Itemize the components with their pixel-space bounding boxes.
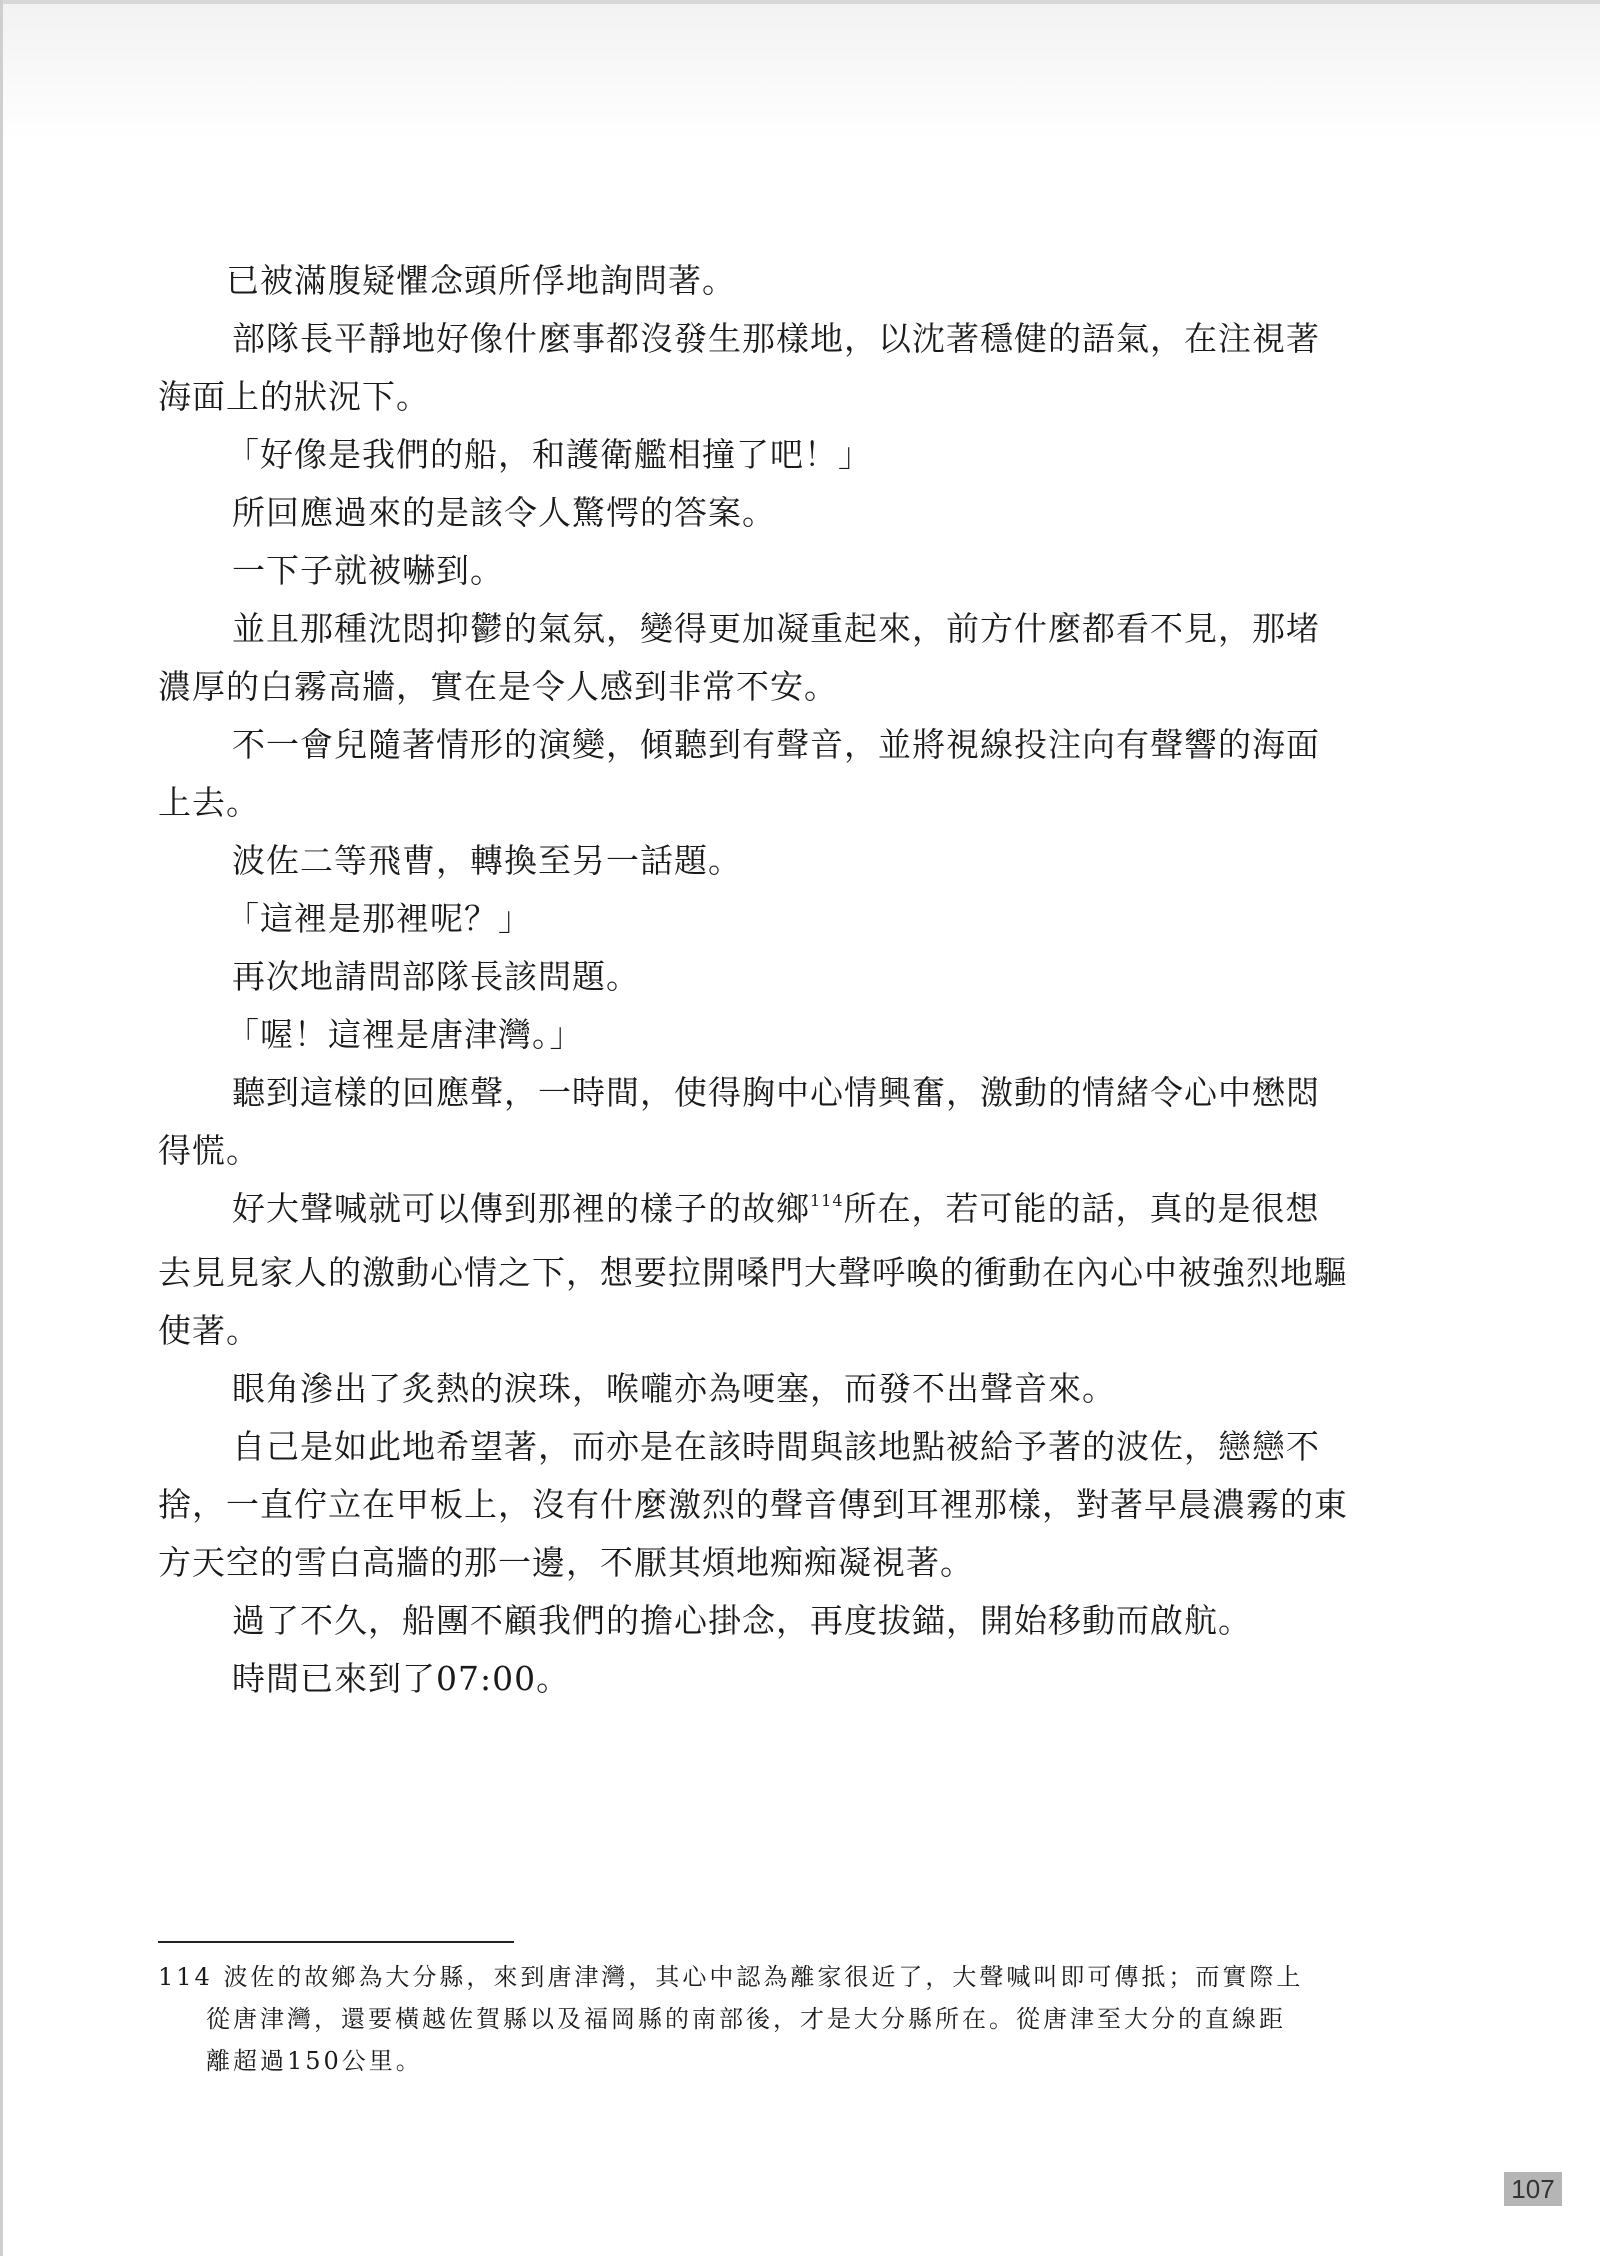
paragraph: 過了不久，船團不顧我們的擔心掛念，再度拔錨，開始移動而啟航。: [232, 1601, 1252, 1640]
footnote: [158, 1956, 1348, 2082]
paragraph: 部隊長平靜地好像什麼事都沒發生那樣地，以沈著穩健的語氣，在注視著海面上的狀況下。: [158, 319, 1320, 416]
paragraph: 並且那種沈悶抑鬱的氣氛，變得更加凝重起來，前方什麼都看不見，那堵濃厚的白霧高牆，實在是令人感到非常不安。: [158, 609, 1320, 706]
paragraph-text: 好大聲喊就可以傳到那裡的樣子的故鄉: [232, 1189, 810, 1228]
paragraph: 「這裡是那裡呢？」: [226, 899, 532, 938]
paragraph: 所回應過來的是該令人驚愕的答案。: [232, 493, 776, 532]
scan-top-edge: [0, 0, 1600, 4]
paragraph: 再次地請問部隊長該問題。: [232, 957, 640, 996]
footnote-ref[interactable]: 114: [810, 1191, 844, 1210]
paragraph: 眼角滲出了炙熱的淚珠，喉嚨亦為哽塞，而發不出聲音來。: [232, 1369, 1116, 1408]
paragraph: 聽到這樣的回應聲，一時間，使得胸中心情興奮，激動的情緒令心中懋悶得慌。: [158, 1073, 1320, 1170]
footnote-divider: [158, 1941, 514, 1943]
body-text: [158, 252, 1348, 1708]
paragraph: 不一會兒隨著情形的演變，傾聽到有聲音，並將視線投注向有聲響的海面上去。: [158, 725, 1320, 822]
paragraph: 波佐二等飛曹，轉換至另一話題。: [232, 841, 742, 880]
scan-left-edge: [0, 0, 3, 2256]
paragraph: 自己是如此地希望著，而亦是在該時間與該地點被給予著的波佐，戀戀不捨，一直佇立在甲板上，沒有什麼激烈的聲音傳到耳裡那樣，對著早晨濃霧的東方天空的雪白高牆的那一邊，不厭其煩地痴痴凝視著。: [158, 1427, 1348, 1582]
paragraph: 「喔！這裡是唐津灣。」: [226, 1015, 584, 1054]
footnote-line: 離超過150公里。: [206, 2047, 423, 2075]
paragraph-with-footnote-ref: [158, 1180, 1348, 1360]
page-number: 107: [1504, 2172, 1562, 2206]
footnote-line: 從唐津灣，還要橫越佐賀縣以及福岡縣的南部後，才是大分縣所在。從唐津至大分的直線距: [206, 2005, 1286, 2033]
footnote-line: 114 波佐的故鄉為大分縣，來到唐津灣，其心中認為離家很近了，大聲喊叫即可傳抵；而實際上: [158, 1963, 1304, 1991]
paragraph: 時間已來到了07:00。: [232, 1659, 571, 1698]
paragraph: 一下子就被嚇到。: [232, 551, 504, 590]
paragraph: 已被滿腹疑懼念頭所俘地詢問著。: [226, 261, 736, 300]
paragraph: 「好像是我們的船，和護衛艦相撞了吧！」: [226, 435, 872, 474]
paragraph-text: 所在，若可能的話，真的是很想去見見家人的激動心情之下，想要拉開嗓門大聲呼喚的衝動在內心中被強烈地驅使著。: [158, 1189, 1348, 1350]
